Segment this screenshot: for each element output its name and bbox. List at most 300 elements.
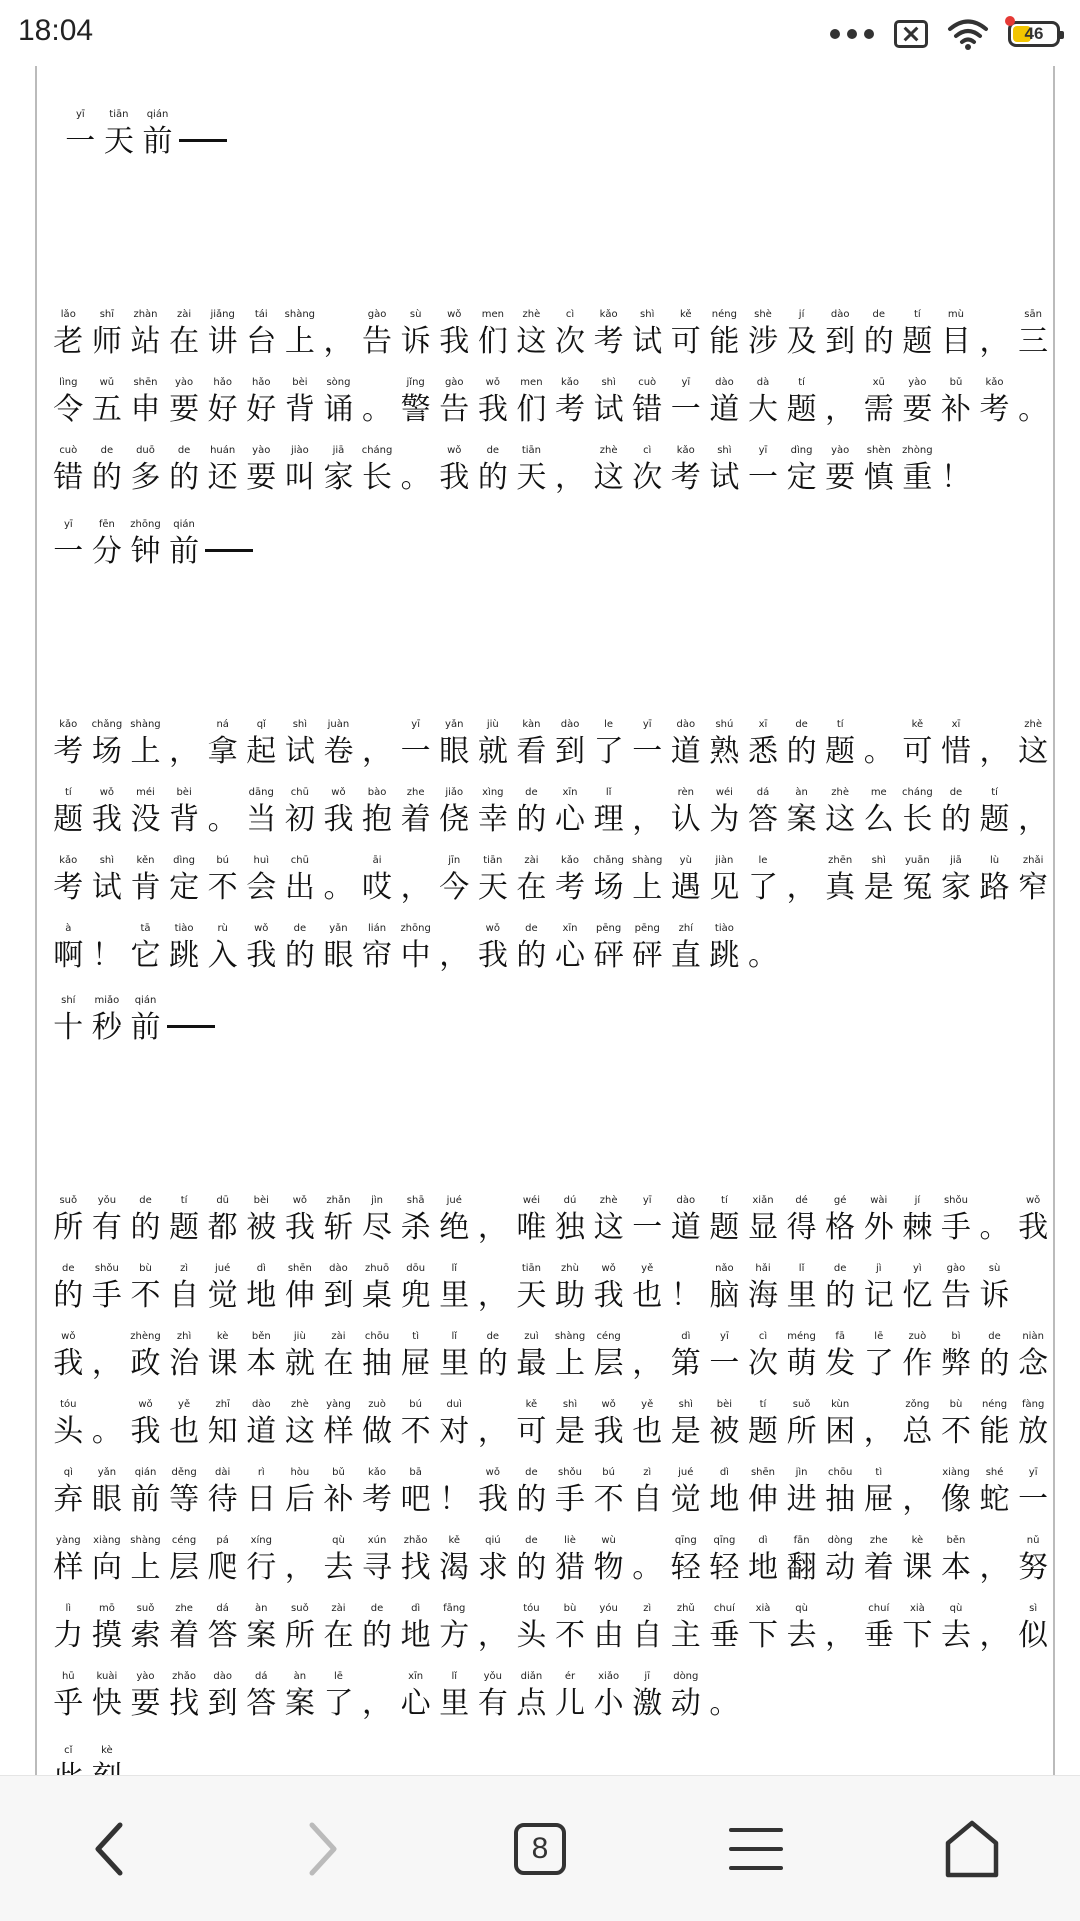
- pinyin: shēn: [287, 1263, 312, 1274]
- heading-dash: [205, 549, 253, 552]
- ruby-char: [165, 922, 204, 976]
- hanzi: 伸: [747, 1482, 778, 1517]
- pinyin: le: [604, 719, 614, 730]
- hanzi: 在: [516, 870, 547, 905]
- ruby-char: [782, 1534, 821, 1588]
- hanzi: 师: [91, 324, 122, 359]
- hanzi: 定: [169, 870, 200, 905]
- hanzi: 一: [632, 1210, 663, 1245]
- text-line: [49, 1180, 1052, 1248]
- hanzi: 地: [709, 1482, 740, 1517]
- ruby-char: [242, 1534, 281, 1588]
- pinyin: jiào: [290, 445, 309, 456]
- ruby-char: [628, 1398, 667, 1452]
- pinyin: bǔ: [332, 1467, 345, 1478]
- ruby-char: [242, 376, 281, 430]
- pinyin: lǐ: [451, 1263, 458, 1274]
- pinyin: gào: [444, 377, 464, 388]
- pinyin: cì: [758, 1331, 768, 1342]
- pinyin: běn: [946, 1535, 966, 1546]
- hanzi: 里: [439, 1686, 470, 1721]
- hanzi: 初: [284, 802, 315, 837]
- pinyin: lǎo: [60, 309, 76, 320]
- hanzi: 我: [593, 1278, 624, 1313]
- hanzi: 十: [53, 1010, 84, 1045]
- hanzi: 眼: [323, 938, 354, 973]
- hanzi: 到: [323, 1278, 354, 1313]
- ruby-char: [628, 444, 667, 498]
- pinyin: lǐ: [798, 1263, 805, 1274]
- pinyin: fāng: [443, 1603, 466, 1614]
- hanzi: 弃: [53, 1482, 84, 1517]
- ruby-char: [474, 1262, 513, 1316]
- hanzi: 向: [91, 1550, 122, 1585]
- ruby-char: [628, 376, 667, 430]
- hanzi: 拿: [207, 734, 238, 769]
- pinyin: zì: [643, 1603, 652, 1614]
- ruby-char: [937, 718, 976, 772]
- pinyin: yī: [411, 719, 420, 730]
- ruby-char: [203, 1262, 242, 1316]
- pinyin: chōu: [828, 1467, 853, 1478]
- ruby-char: [937, 1534, 976, 1588]
- hanzi: 道: [670, 734, 701, 769]
- ruby-char: [782, 1466, 821, 1520]
- ruby-char: [705, 1330, 744, 1384]
- pinyin: wǒ: [292, 1195, 307, 1206]
- ruby-char: [512, 444, 551, 498]
- pinyin: dū: [216, 1195, 230, 1206]
- hanzi: 上: [555, 1346, 586, 1381]
- ruby-char: [49, 1398, 88, 1452]
- ruby-char: [705, 1670, 744, 1724]
- hanzi: 样: [323, 1414, 354, 1449]
- hanzi: 。: [747, 938, 778, 973]
- hanzi: 的: [516, 938, 547, 973]
- hanzi: 了: [593, 734, 624, 769]
- pinyin: rù: [217, 923, 228, 934]
- ruby-char: [782, 1602, 821, 1656]
- hanzi: 次: [632, 460, 663, 495]
- pinyin: sān: [1024, 309, 1042, 320]
- pinyin: yàng: [326, 1399, 351, 1410]
- ruby-char: [859, 1602, 898, 1656]
- pinyin: qiú: [485, 1535, 501, 1546]
- ruby-char: [203, 1534, 242, 1588]
- hanzi: 试: [284, 734, 315, 769]
- pinyin: mù: [947, 309, 964, 320]
- pinyin: yě: [178, 1399, 191, 1410]
- hanzi: ，: [979, 1550, 1010, 1585]
- ruby-char: [396, 1602, 435, 1656]
- ruby-char: [281, 1262, 320, 1316]
- ruby-char: [975, 376, 1014, 430]
- pinyin: dōu: [406, 1263, 426, 1274]
- ruby-char: [203, 308, 242, 362]
- pinyin: xià: [755, 1603, 771, 1614]
- pinyin: cuò: [59, 445, 78, 456]
- ruby-char: [589, 1194, 628, 1248]
- ruby-char: [975, 1262, 1014, 1316]
- hanzi: 要: [169, 392, 200, 427]
- hanzi: 。: [632, 1550, 663, 1585]
- ruby-char: [242, 1262, 281, 1316]
- pinyin: shàng: [130, 719, 161, 730]
- ruby-char: [551, 718, 590, 772]
- hanzi: 着: [400, 802, 431, 837]
- pinyin: hǎo: [213, 377, 232, 388]
- ruby-char: [821, 786, 860, 840]
- hanzi: 的: [516, 1482, 547, 1517]
- pinyin: dá: [756, 787, 770, 798]
- ruby-char: [61, 108, 100, 162]
- home-button[interactable]: [912, 1789, 1032, 1909]
- pinyin: bǔ: [949, 377, 963, 388]
- hanzi: 手: [91, 1278, 122, 1313]
- hanzi: 垂: [709, 1618, 740, 1653]
- text-line: [49, 1384, 1052, 1452]
- pinyin: de: [525, 787, 538, 798]
- hanzi: ，: [362, 734, 393, 769]
- ruby-char: [512, 922, 551, 976]
- pinyin: shǒu: [943, 1195, 968, 1206]
- hanzi: 一: [709, 1346, 740, 1381]
- pinyin: jiǎng: [210, 309, 235, 320]
- back-button[interactable]: [48, 1789, 168, 1909]
- pinyin: dào: [213, 1671, 232, 1682]
- reader-page[interactable]: [35, 66, 1055, 1775]
- pinyin: yǒu: [97, 1195, 117, 1206]
- pinyin: jìn: [795, 1467, 808, 1478]
- ruby-char: [474, 786, 513, 840]
- ruby-char: [49, 376, 88, 430]
- hanzi: 天: [516, 460, 547, 495]
- hanzi: 就: [477, 734, 508, 769]
- ruby-char: [589, 1262, 628, 1316]
- hanzi: 在: [323, 1618, 354, 1653]
- ruby-char: [474, 1330, 513, 1384]
- ruby-char: [512, 1194, 551, 1248]
- pinyin: chū: [290, 787, 309, 798]
- ruby-char: [821, 1602, 860, 1656]
- pinyin: yī: [642, 1195, 652, 1206]
- pinyin: yuān: [904, 855, 930, 866]
- hanzi: ，: [284, 1550, 315, 1585]
- ruby-char: [975, 308, 1014, 362]
- hanzi: 眼: [91, 1482, 122, 1517]
- ruby-char: [1014, 786, 1053, 840]
- ruby-char: [126, 1330, 165, 1384]
- hanzi: 弊: [940, 1346, 971, 1381]
- hanzi: 去: [940, 1618, 971, 1653]
- ruby-char: [782, 1398, 821, 1452]
- ruby-char: [744, 1466, 783, 1520]
- hanzi: 方: [439, 1618, 470, 1653]
- menu-button[interactable]: [696, 1789, 816, 1909]
- pinyin: de: [293, 923, 307, 934]
- ruby-char: [512, 1262, 551, 1316]
- ruby-char: [126, 1670, 165, 1724]
- hanzi: 我: [323, 802, 354, 837]
- hanzi: 考: [555, 870, 586, 905]
- hanzi: 桌: [362, 1278, 393, 1313]
- hanzi: 总: [902, 1414, 933, 1449]
- ruby-char: [898, 444, 937, 498]
- hanzi: 站: [130, 324, 161, 359]
- hanzi: 我: [477, 938, 508, 973]
- ruby-char: [975, 854, 1014, 908]
- hanzi: 我: [477, 1482, 508, 1517]
- hanzi: 三: [1018, 324, 1049, 359]
- pinyin: shā: [406, 1195, 425, 1206]
- hanzi: ！: [940, 460, 971, 495]
- ruby-char: [667, 444, 706, 498]
- ruby-char: [1014, 718, 1053, 772]
- hanzi: ，: [1018, 802, 1049, 837]
- ruby-char: [242, 1466, 281, 1520]
- hanzi: 被: [246, 1210, 277, 1245]
- hanzi: 去: [786, 1618, 817, 1653]
- pinyin: qì: [63, 1467, 73, 1478]
- ruby-char: [88, 1670, 127, 1724]
- pinyin: yào: [252, 445, 271, 456]
- hanzi: ，: [632, 802, 663, 837]
- pinyin: le: [758, 855, 768, 866]
- pinyin: wǒ: [601, 1399, 616, 1410]
- hanzi: 们: [477, 324, 508, 359]
- pinyin: chuí: [868, 1603, 890, 1614]
- hanzi: ，: [979, 324, 1010, 359]
- ruby-char: [474, 308, 513, 362]
- hanzi: 熟: [709, 734, 740, 769]
- ruby-char: [744, 1602, 783, 1656]
- ruby-char: [49, 994, 88, 1048]
- pinyin: kǎo: [59, 855, 78, 866]
- pinyin: de: [486, 1331, 500, 1342]
- pinyin: dào: [715, 377, 734, 388]
- pinyin: kě: [525, 1399, 538, 1410]
- ruby-char: [358, 1466, 397, 1520]
- ruby-char: [474, 718, 513, 772]
- pinyin: zài: [524, 855, 539, 866]
- pinyin: lǐ: [605, 787, 612, 798]
- ruby-char: [821, 854, 860, 908]
- pinyin: zài: [331, 1603, 346, 1614]
- pinyin: zhì: [176, 1331, 192, 1342]
- hanzi: 好: [246, 392, 277, 427]
- ruby-char: [589, 786, 628, 840]
- ruby-char: [49, 308, 88, 362]
- ruby-char: [396, 786, 435, 840]
- ruby-char: [551, 1398, 590, 1452]
- ruby-char: [319, 376, 358, 430]
- hanzi: 入: [207, 938, 238, 973]
- ruby-char: [358, 1398, 397, 1452]
- hanzi: 着: [863, 1550, 894, 1585]
- hanzi: 我: [53, 1346, 84, 1381]
- pinyin: dà: [756, 377, 770, 388]
- ruby-char: [396, 922, 435, 976]
- ruby-char: [898, 1398, 937, 1452]
- ruby-char: [937, 308, 976, 362]
- pinyin: jī: [644, 1671, 650, 1682]
- hanzi: 的: [284, 938, 315, 973]
- hanzi: 的: [940, 802, 971, 837]
- hanzi: 家: [940, 870, 971, 905]
- ruby-char: [435, 718, 474, 772]
- hanzi: 可: [670, 324, 701, 359]
- hanzi: 样: [53, 1550, 84, 1585]
- hanzi: 直: [670, 938, 701, 973]
- ruby-char: [281, 376, 320, 430]
- hanzi: ，: [979, 1618, 1010, 1653]
- ruby-char: [744, 922, 783, 976]
- text-line: [49, 840, 1052, 908]
- pinyin: yǎn: [97, 1467, 117, 1478]
- hanzi: 见: [709, 870, 740, 905]
- ruby-char: [744, 1398, 783, 1452]
- ruby-char: [358, 718, 397, 772]
- hanzi: 惜: [940, 734, 971, 769]
- pinyin: kùn: [831, 1399, 850, 1410]
- ruby-char: [898, 376, 937, 430]
- ruby-char: [589, 444, 628, 498]
- pinyin: wǒ: [331, 787, 346, 798]
- ruby-char: [705, 308, 744, 362]
- pinyin: xīn: [562, 787, 578, 798]
- hanzi: 找: [400, 1550, 431, 1585]
- pinyin: xī: [951, 719, 961, 730]
- ruby-char: [859, 1534, 898, 1588]
- ruby-char: [551, 922, 590, 976]
- ruby-char: [165, 786, 204, 840]
- forward-button[interactable]: [264, 1789, 384, 1909]
- ruby-char: [396, 308, 435, 362]
- hanzi: 念: [1018, 1346, 1049, 1381]
- hanzi: 背: [284, 392, 315, 427]
- hanzi: 蛇: [979, 1482, 1010, 1517]
- ruby-char: [49, 1534, 88, 1588]
- ruby-char: [358, 308, 397, 362]
- heading-dash: [167, 1025, 215, 1028]
- hanzi: 觉: [207, 1278, 238, 1313]
- hanzi: 大: [747, 392, 778, 427]
- ruby-char: [165, 1262, 204, 1316]
- pinyin: juàn: [327, 719, 350, 730]
- hanzi: 唯: [516, 1210, 547, 1245]
- hanzi: ，: [91, 1346, 122, 1381]
- pinyin: jiā: [332, 445, 345, 456]
- hanzi: ，: [825, 1618, 856, 1653]
- ruby-char: [821, 1194, 860, 1248]
- pinyin: chǎng: [91, 719, 123, 730]
- hanzi: 砰: [632, 938, 663, 973]
- hanzi: 轻: [709, 1550, 740, 1585]
- pinyin: kěn: [136, 855, 155, 866]
- pinyin: zhǔ: [676, 1603, 695, 1614]
- pinyin: zuò: [908, 1331, 927, 1342]
- ruby-char: [705, 786, 744, 840]
- hanzi: 家: [323, 460, 354, 495]
- hanzi: 上: [632, 870, 663, 905]
- ruby-char: [358, 1194, 397, 1248]
- ruby-char: [859, 1330, 898, 1384]
- pinyin: céng: [596, 1331, 621, 1342]
- pinyin: wài: [870, 1195, 888, 1206]
- hanzi: 渴: [439, 1550, 470, 1585]
- ruby-char: [898, 1330, 937, 1384]
- pinyin: xī: [758, 719, 768, 730]
- ruby-char: [319, 1602, 358, 1656]
- ruby-char: [281, 1398, 320, 1452]
- hanzi: 需: [863, 392, 894, 427]
- ruby-char: [474, 376, 513, 430]
- ruby-char: [88, 444, 127, 498]
- ruby-char: [975, 718, 1014, 772]
- pinyin: wǒ: [485, 377, 500, 388]
- pinyin: xiàng: [942, 1467, 970, 1478]
- ruby-char: [319, 1466, 358, 1520]
- hanzi: 我: [91, 802, 122, 837]
- pinyin: shè: [754, 309, 772, 320]
- ruby-char: [512, 854, 551, 908]
- ruby-char: [49, 444, 88, 498]
- hanzi: 侥: [439, 802, 470, 837]
- hanzi: 尽: [362, 1210, 393, 1245]
- ruby-char: [319, 308, 358, 362]
- pinyin: rèn: [677, 787, 694, 798]
- hanzi: 题: [169, 1210, 200, 1245]
- pinyin: néng: [981, 1399, 1008, 1410]
- hanzi: 。: [1018, 392, 1049, 427]
- hanzi: 这: [593, 1210, 624, 1245]
- hanzi: 要: [130, 1686, 161, 1721]
- hanzi: 真: [825, 870, 856, 905]
- hanzi: 下: [902, 1618, 933, 1653]
- pinyin: shì: [562, 1399, 578, 1410]
- hanzi: 日: [246, 1482, 277, 1517]
- hanzi: ！: [439, 1482, 470, 1517]
- pinyin: wǒ: [254, 923, 269, 934]
- ruby-char: [49, 1466, 88, 1520]
- hanzi: 觉: [670, 1482, 701, 1517]
- pinyin: yī: [758, 445, 768, 456]
- hanzi: 警: [400, 392, 431, 427]
- ruby-char: [1014, 1194, 1053, 1248]
- hanzi: 最: [516, 1346, 547, 1381]
- hanzi: 的: [169, 460, 200, 495]
- ruby-char: [358, 854, 397, 908]
- hanzi: 棘: [902, 1210, 933, 1245]
- pinyin: dé: [795, 1195, 808, 1206]
- pinyin: cǐ: [64, 1745, 73, 1756]
- hanzi: 告: [439, 392, 470, 427]
- tabs-button[interactable]: [480, 1789, 600, 1909]
- ruby-char: [898, 718, 937, 772]
- pinyin: dāng: [248, 787, 274, 798]
- pinyin: zài: [331, 1331, 346, 1342]
- pinyin: sù: [988, 1263, 1001, 1274]
- pinyin: de: [525, 1467, 538, 1478]
- hanzi: 手: [940, 1210, 971, 1245]
- ruby-char: [165, 308, 204, 362]
- pinyin: suǒ: [136, 1603, 155, 1614]
- hanzi: 了: [863, 1346, 894, 1381]
- ruby-char: [975, 1398, 1014, 1452]
- ruby-char: [88, 308, 127, 362]
- pinyin: de: [100, 445, 114, 456]
- hanzi: 自: [632, 1618, 663, 1653]
